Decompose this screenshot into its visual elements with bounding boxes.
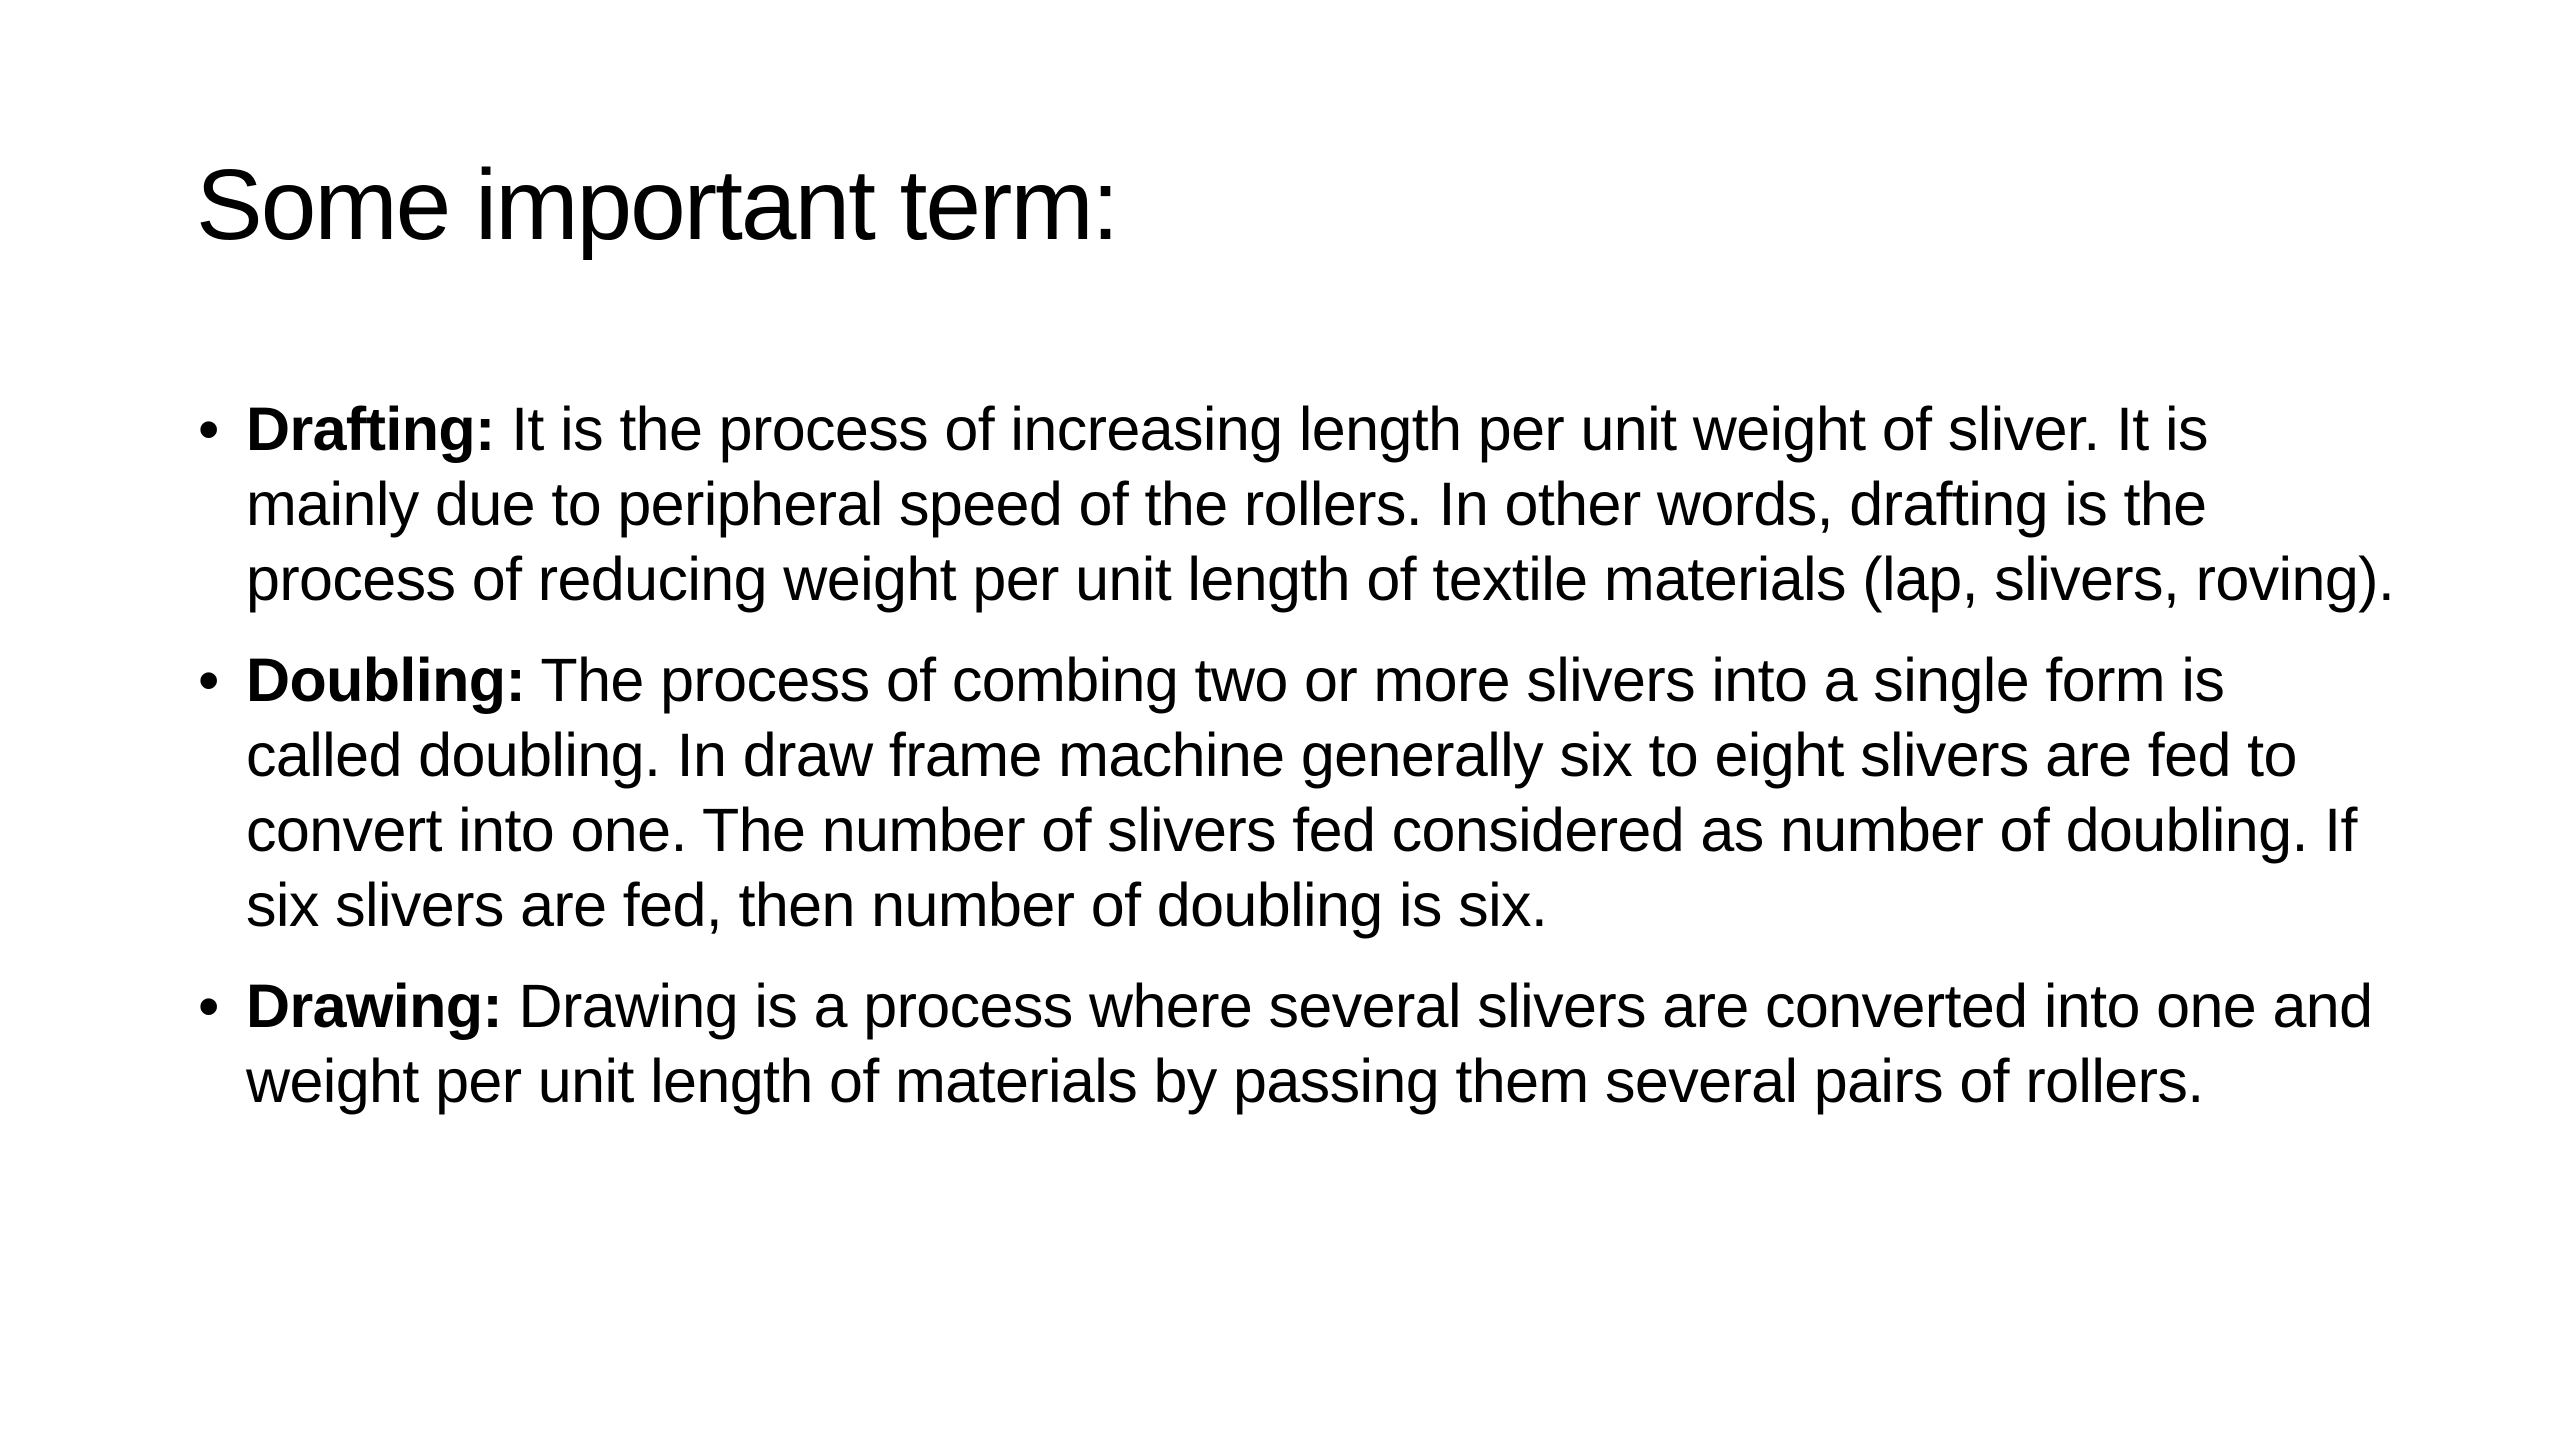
term-label: Drafting: [246, 395, 495, 463]
bullet-item-doubling [196, 643, 2396, 943]
term-definition: Drawing is a process where several slivers are converted into one and weight per unit length of materials by passing them several pairs of rollers. [246, 972, 2373, 1115]
term-label: Drawing: [246, 972, 503, 1040]
bullet-item-drafting [196, 392, 2396, 617]
bullet-icon: • [198, 395, 219, 463]
slide-title: Some important term: [196, 149, 1118, 261]
term-definition: The process of combing two or more slivers into a single form is called doubling. In draw frame machine generally six to eight slivers are fed to convert into one. The number of slivers fed considered as number of doubling. If six slivers are fed, then number of doubling is six. [246, 646, 2357, 939]
bullet-list [196, 392, 2396, 1145]
term-label: Doubling: [246, 646, 526, 714]
bullet-icon: • [198, 972, 219, 1040]
bullet-icon: • [198, 646, 219, 714]
term-definition: It is the process of increasing length per unit weight of sliver. It is mainly due to peripheral speed of the rollers. In other words, drafting is the process of reducing weight per unit length of textile materials (lap, slivers, roving). [246, 395, 2395, 613]
bullet-item-drawing [196, 969, 2396, 1119]
